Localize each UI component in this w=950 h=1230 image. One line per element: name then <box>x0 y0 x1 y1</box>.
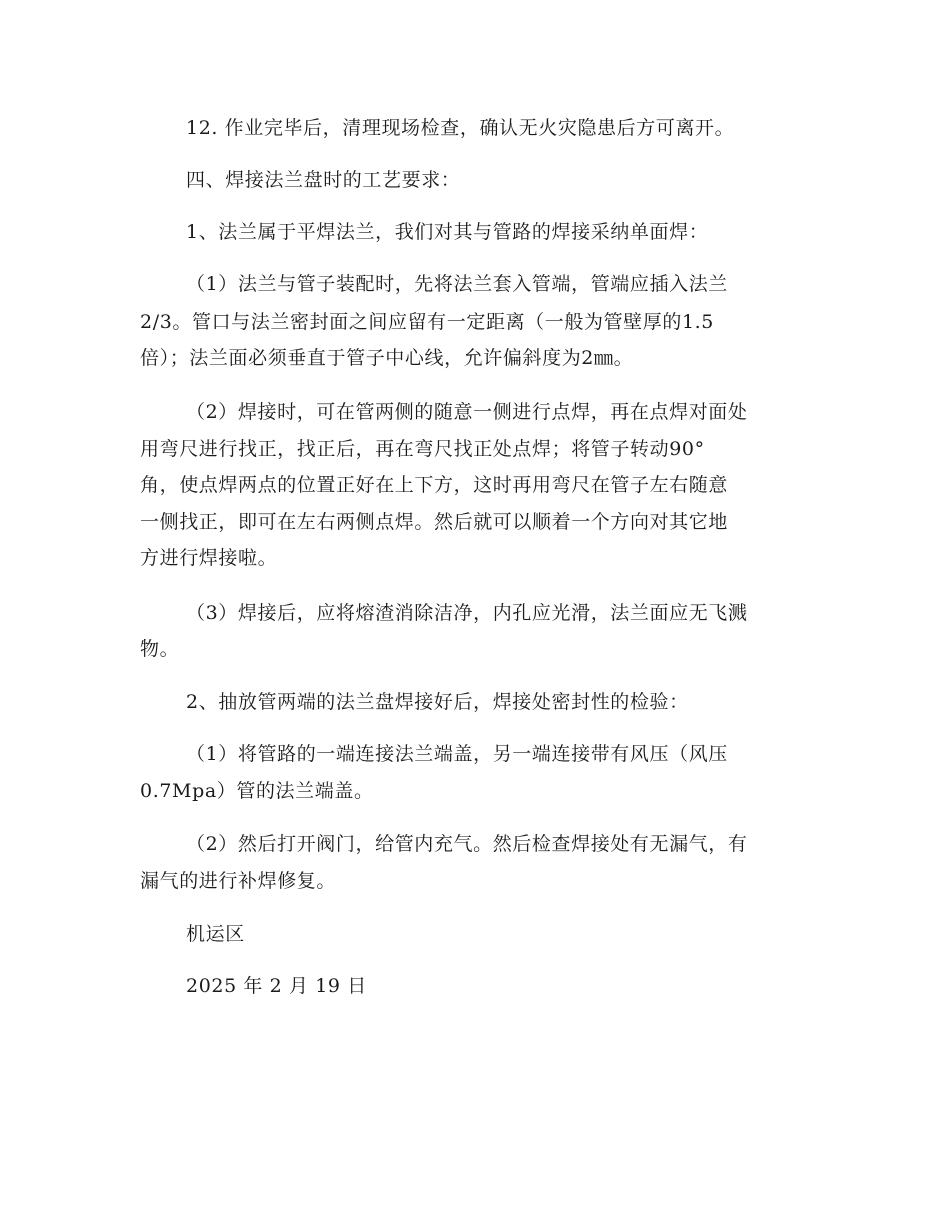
item-2-sub-1-line-2: 0.7Mpa）管的法兰端盖。 <box>140 780 374 802</box>
item-2-sub-1-line-1: （1）将管路的一端连接法兰端盖，另一端连接带有风压（风压 <box>186 743 728 765</box>
item-1-sub-2-line-5: 方进行焊接啦。 <box>140 547 278 569</box>
item-2-sub-2-line-2: 漏气的进行补焊修复。 <box>140 870 337 892</box>
signature-department: 机运区 <box>186 923 245 945</box>
item-1-sub-1-line-1: （1）法兰与管子装配时，先将法兰套入管端，管端应插入法兰 <box>186 273 728 295</box>
section-heading-4: 四、焊接法兰盘时的工艺要求： <box>186 169 461 191</box>
item-2-sub-2-line-1: （2）然后打开阀门，给管内充气。然后检查焊接处有无漏气，有 <box>186 833 748 855</box>
item-1-sub-2-line-2: 用弯尺进行找正，找正后，再在弯尺找正处点焊；将管子转动90° <box>140 438 705 460</box>
signature-date: 2025 年 2 月 19 日 <box>186 975 367 997</box>
item-1-sub-1-line-3: 倍）；法兰面必须垂直于管子中心线，允许偏斜度为2㎜。 <box>140 347 634 369</box>
item-1-sub-3-line-2: 物。 <box>140 638 180 660</box>
item-1-heading: 1、法兰属于平焊法兰，我们对其与管路的焊接采纳单面焊： <box>186 221 709 243</box>
paragraph-step-12: 12. 作业完毕后，清理现场检查，确认无火灾隐患后方可离开。 <box>186 117 735 139</box>
item-1-sub-1-line-2: 2/3。管口与法兰密封面之间应留有一定距离（一般为管壁厚的1.5 <box>140 311 714 333</box>
item-1-sub-2-line-3: 角，使点焊两点的位置正好在上下方，这时再用弯尺在管子左右随意 <box>140 474 729 496</box>
item-1-sub-2-line-1: （2）焊接时，可在管两侧的随意一侧进行点焊，再在点焊对面处 <box>186 401 748 423</box>
item-1-sub-3-line-1: （3）焊接后，应将熔渣消除洁净，内孔应光滑，法兰面应无飞溅 <box>186 602 748 624</box>
item-1-sub-2-line-4: 一侧找正，即可在左右两侧点焊。然后就可以顺着一个方向对其它地 <box>140 511 729 533</box>
item-2-heading: 2、抽放管两端的法兰盘焊接好后，焊接处密封性的检验： <box>186 691 689 713</box>
